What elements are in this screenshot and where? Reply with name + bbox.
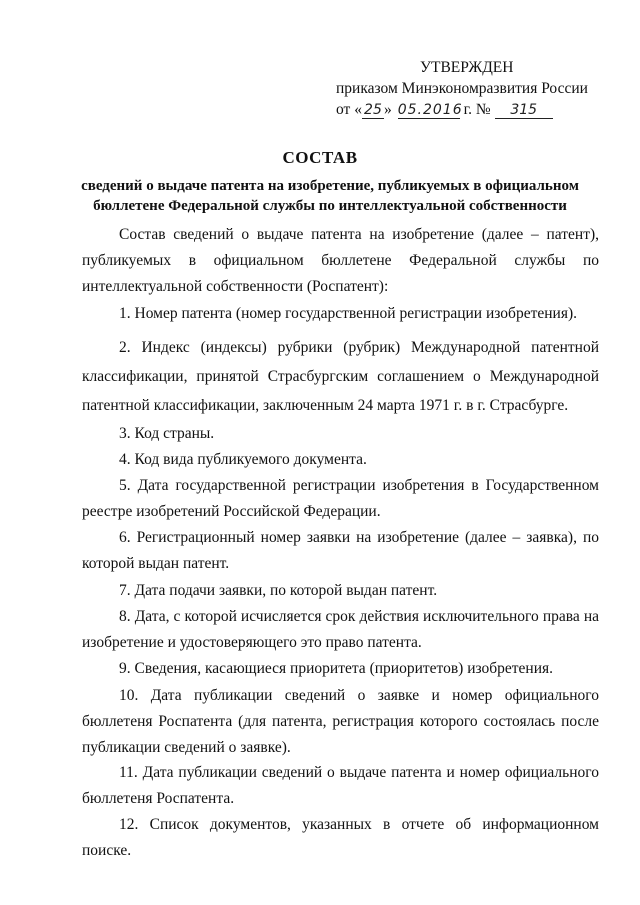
date-day-handwritten: 25 (362, 103, 384, 119)
approval-date-line (336, 100, 553, 120)
document-title: СОСТАВ (282, 148, 358, 167)
list-item: 8. Дата, с которой исчисляется срок действия исключительного права на изобретение и удостоверяющего это право патента. (82, 608, 599, 651)
list-item: 3. Код страны. (119, 425, 215, 442)
list-item: 5. Дата государственной регистрации изобретения в Государственном реестре изобретений Российской Федерации. (82, 477, 599, 520)
approval-title: УТВЕРЖДЕН (420, 59, 514, 76)
order-number-handwritten: 315 (495, 103, 553, 119)
approval-order: приказом Минэкономразвития России (336, 80, 588, 97)
list-item: 2. Индекс (индексы) рубрики (рубрик) Международной патентной классификации, принятой Страсбургским соглашением о Международной патентной классификации, заключенным 24 марта 1971 г. в г. Страсбурге. (82, 339, 599, 414)
list-item: 9. Сведения, касающиеся приоритета (приоритетов) изобретения. (119, 660, 554, 677)
list-item: 11. Дата публикации сведений о выдаче патента и номер официального бюллетеня Роспатента. (82, 764, 599, 807)
date-mid: » (383, 101, 392, 118)
document-subtitle: сведений о выдаче патента на изобретение, публикуемых в официальном бюллетене Федеральной службы по интеллектуальной собственности (81, 178, 579, 214)
list-item: 6. Регистрационный номер заявки на изобретение (далее – заявка), по которой выдан патент. (82, 529, 599, 572)
year-suffix: г. № (459, 101, 491, 118)
date-month-year-handwritten: 05.2016 (397, 102, 463, 118)
list-item: 1. Номер патента (номер государственной регистрации изобретения). (119, 305, 577, 322)
list-item: 7. Дата подачи заявки, по которой выдан патент. (119, 582, 438, 599)
date-prefix: от « (336, 101, 362, 118)
intro-paragraph: Состав сведений о выдаче патента на изобретение (далее – патент), публикуемых в официальном бюллетене Федеральной службы по интеллектуальной собственности (Роспатент): (82, 226, 599, 295)
list-item: 12. Список документов, указанных в отчете об информационном поиске. (82, 816, 599, 859)
list-item: 4. Код вида публикуемого документа. (119, 451, 367, 468)
list-item: 10. Дата публикации сведений о заявке и номер официального бюллетеня Роспатента (для патента, регистрация которого состоялась после публикации сведений о заявке). (82, 687, 599, 756)
